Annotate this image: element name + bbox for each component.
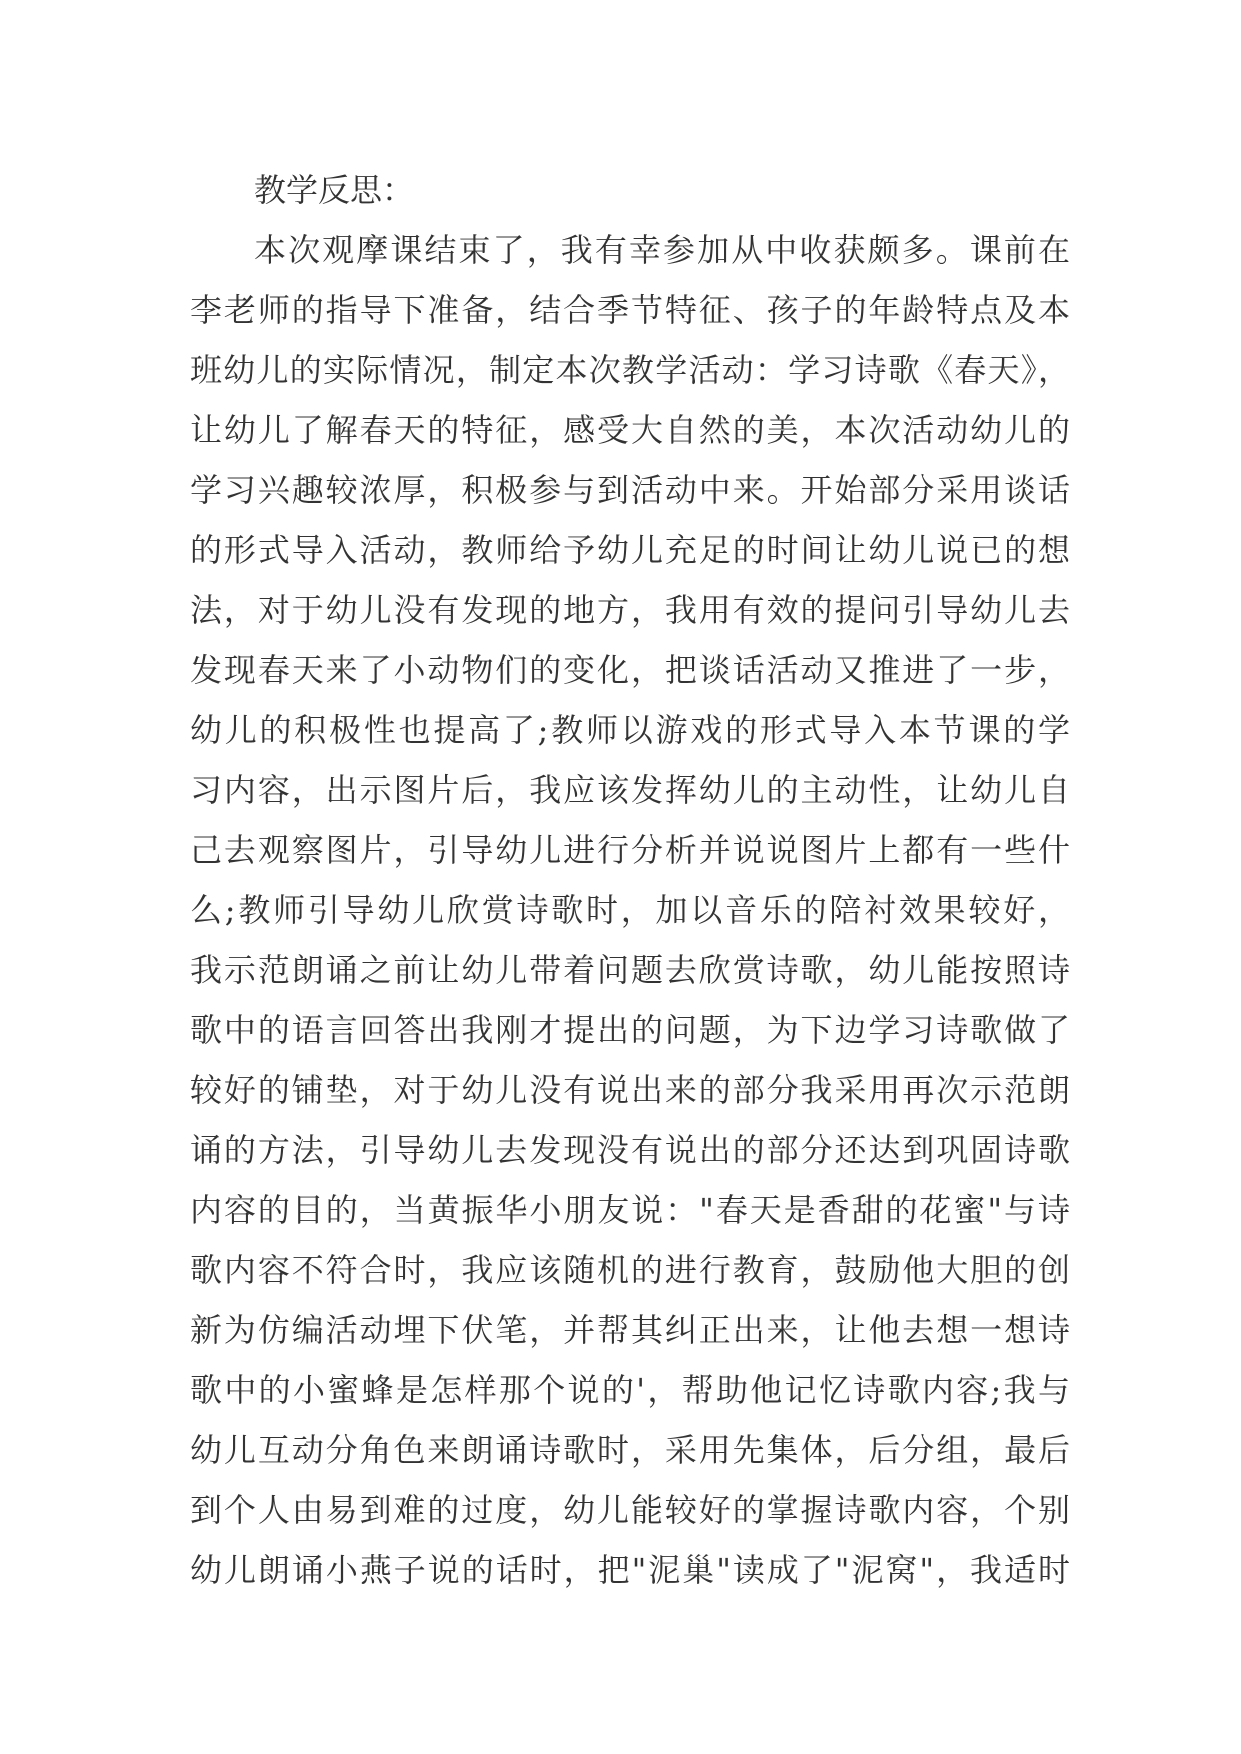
text-line: 幼儿朗诵小燕子说的话时，把"泥巢"读成了"泥窝"，我适时 [190,1551,1070,1589]
text-line: 己去观察图片，引导幼儿进行分析并说说图片上都有一些什 [190,831,1070,869]
text-line: 学习兴趣较浓厚，积极参与到活动中来。开始部分采用谈话 [190,471,1070,509]
text-line: 班幼儿的实际情况，制定本次教学活动：学习诗歌《春天》， [190,351,1070,389]
text-line: 歌中的小蜜蜂是怎样那个说的'，帮助他记忆诗歌内容;我与 [190,1371,1070,1409]
text-line: 本次观摩课结束了，我有幸参加从中收获颇多。课前在 [254,231,1070,269]
text-line: 新为仿编活动埋下伏笔，并帮其纠正出来，让他去想一想诗 [190,1311,1070,1349]
text-line: 习内容，出示图片后，我应该发挥幼儿的主动性，让幼儿自 [190,771,1070,809]
text-line: 的形式导入活动，教师给予幼儿充足的时间让幼儿说已的想 [190,531,1070,569]
text-line: 么;教师引导幼儿欣赏诗歌时，加以音乐的陪衬效果较好， [190,891,1070,929]
text-line: 歌中的语言回答出我刚才提出的问题，为下边学习诗歌做了 [190,1011,1070,1049]
text-line: 较好的铺垫，对于幼儿没有说出来的部分我采用再次示范朗 [190,1071,1070,1109]
section-heading: 教学反思： [254,171,415,209]
text-line: 我示范朗诵之前让幼儿带着问题去欣赏诗歌，幼儿能按照诗 [190,951,1070,989]
document-body [190,160,1070,1600]
text-line: 内容的目的，当黄振华小朋友说："春天是香甜的花蜜"与诗 [190,1191,1070,1229]
text-line: 让幼儿了解春天的特征，感受大自然的美，本次活动幼儿的 [190,411,1070,449]
text-line: 诵的方法，引导幼儿去发现没有说出的部分还达到巩固诗歌 [190,1131,1070,1169]
text-line: 幼儿互动分角色来朗诵诗歌时，采用先集体，后分组，最后 [190,1431,1070,1469]
text-line: 幼儿的积极性也提高了;教师以游戏的形式导入本节课的学 [190,711,1070,749]
text-line: 法，对于幼儿没有发现的地方，我用有效的提问引导幼儿去 [190,591,1070,629]
text-line: 到个人由易到难的过度，幼儿能较好的掌握诗歌内容，个别 [190,1491,1070,1529]
text-line: 歌内容不符合时，我应该随机的进行教育，鼓励他大胆的创 [190,1251,1070,1289]
text-line: 发现春天来了小动物们的变化，把谈话活动又推进了一步， [190,651,1070,689]
text-line: 李老师的指导下准备，结合季节特征、孩子的年龄特点及本 [190,291,1070,329]
